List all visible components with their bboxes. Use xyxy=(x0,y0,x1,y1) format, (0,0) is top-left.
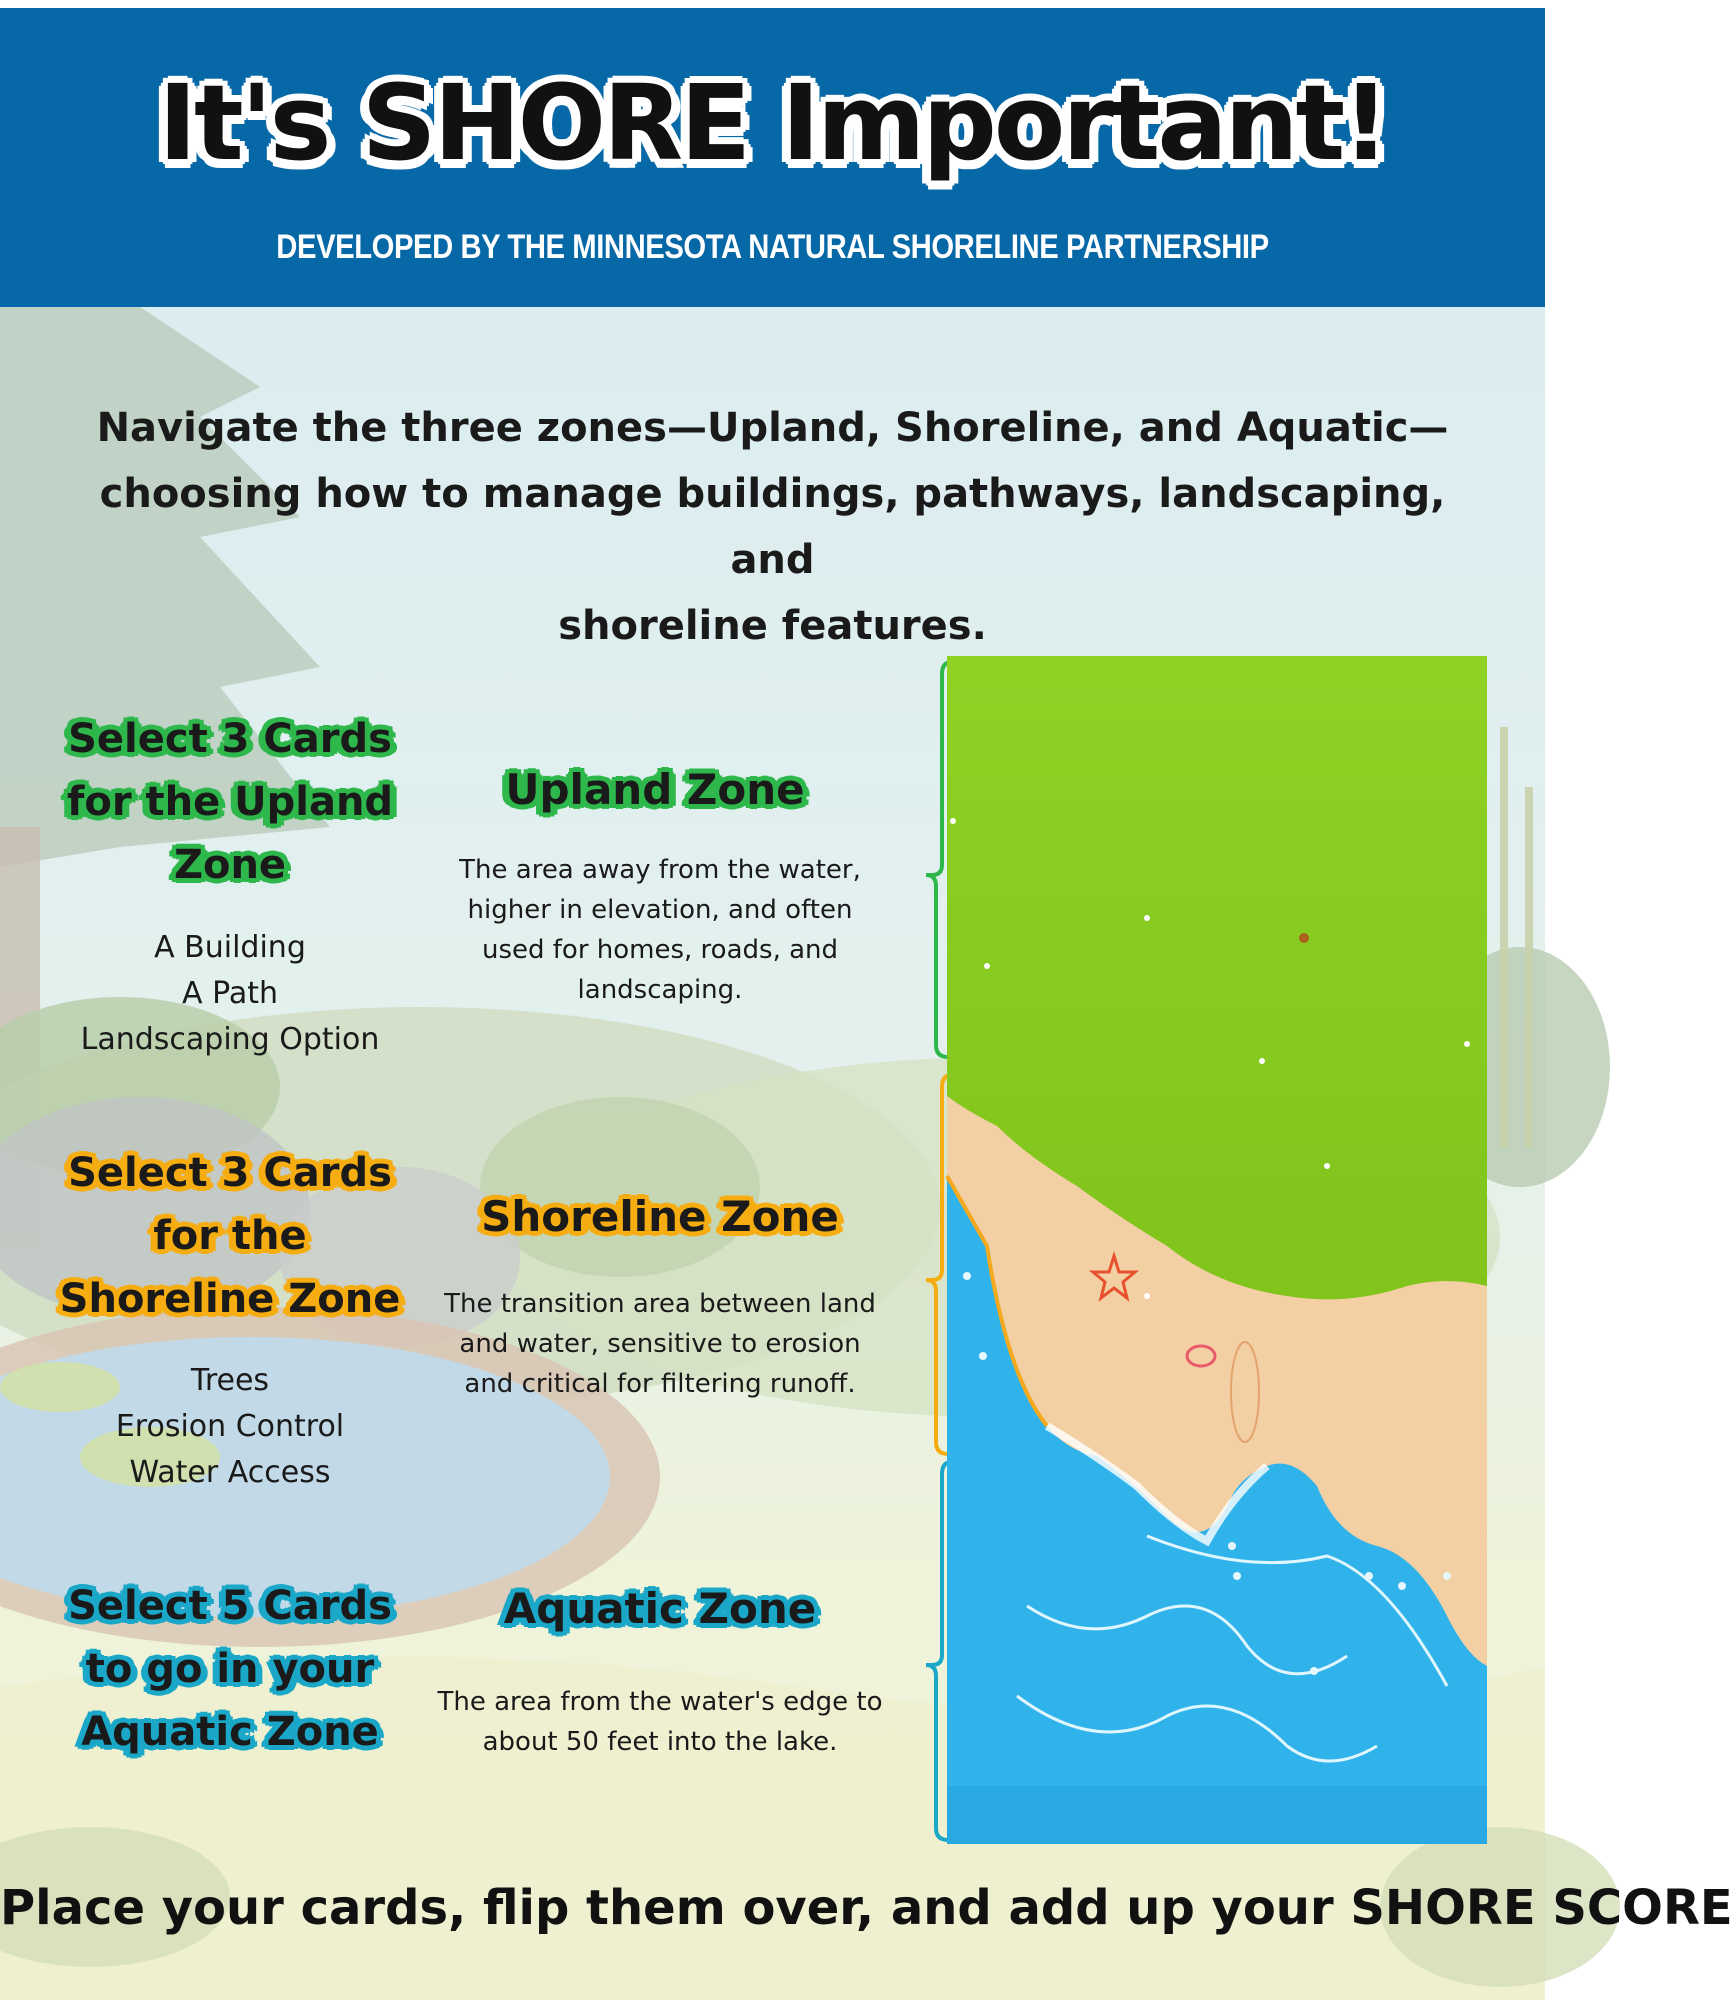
intro-line: shoreline features. xyxy=(558,603,987,649)
select-line: for the Upland xyxy=(66,779,394,825)
zone-illustration xyxy=(947,656,1487,1844)
upland-select-heading xyxy=(40,708,420,897)
intro-line: choosing how to manage buildings, pathways, landscaping, and xyxy=(99,471,1446,583)
page-subtitle: DEVELOPED BY THE MINNESOTA NATURAL SHORELINE PARTNERSHIP xyxy=(276,228,1269,266)
aquatic-zone-description xyxy=(420,1682,900,1762)
select-line: Select 5 Cards xyxy=(68,1583,392,1629)
intro-line: Navigate the three zones—Upland, Shoreline, and Aquatic— xyxy=(96,405,1449,451)
select-line: Shoreline Zone xyxy=(59,1276,401,1322)
aquatic-zone-title: Aquatic Zone xyxy=(503,1584,817,1633)
select-line: to go in your xyxy=(85,1646,375,1692)
select-line: Select 3 Cards xyxy=(68,1150,392,1196)
select-line: Zone xyxy=(173,842,287,888)
card-item: Trees xyxy=(190,1363,270,1398)
desc-line: The area from the water's edge to xyxy=(437,1687,883,1717)
aquatic-select-heading xyxy=(40,1575,420,1764)
shoreline-card-list xyxy=(40,1358,420,1496)
select-line: Aquatic Zone xyxy=(81,1709,379,1755)
page-title: It's SHORE Important! xyxy=(158,62,1387,184)
intro-text xyxy=(70,395,1475,659)
desc-line: landscaping. xyxy=(577,975,743,1005)
desc-line: and water, sensitive to erosion xyxy=(459,1329,861,1359)
desc-line: used for homes, roads, and xyxy=(481,935,839,965)
desc-line: The area away from the water, xyxy=(459,855,861,885)
card-item: A Path xyxy=(182,976,278,1011)
shoreline-zone-title: Shoreline Zone xyxy=(481,1192,839,1241)
desc-line: The transition area between land xyxy=(444,1289,876,1319)
footer-instruction: Place your cards, flip them over, and add up your SHORE SCORE xyxy=(0,1880,1733,1936)
desc-line: and critical for filtering runoff. xyxy=(464,1369,856,1399)
card-item: Landscaping Option xyxy=(80,1022,380,1057)
upland-zone-title: Upland Zone xyxy=(505,765,805,814)
select-line: Select 3 Cards xyxy=(68,716,392,762)
desc-line: higher in elevation, and often xyxy=(467,895,853,925)
select-line: for the xyxy=(153,1213,307,1259)
shoreline-select-heading xyxy=(40,1142,420,1331)
ant-icon xyxy=(1299,933,1309,943)
shoreline-zone-description xyxy=(425,1284,895,1404)
upland-card-list xyxy=(40,925,420,1063)
desc-line: about 50 feet into the lake. xyxy=(482,1727,838,1757)
card-item: Erosion Control xyxy=(115,1409,345,1444)
shore-cross-section xyxy=(947,656,1487,1844)
card-item: Water Access xyxy=(129,1455,331,1490)
upland-zone-description xyxy=(430,850,890,1010)
card-item: A Building xyxy=(154,930,306,965)
